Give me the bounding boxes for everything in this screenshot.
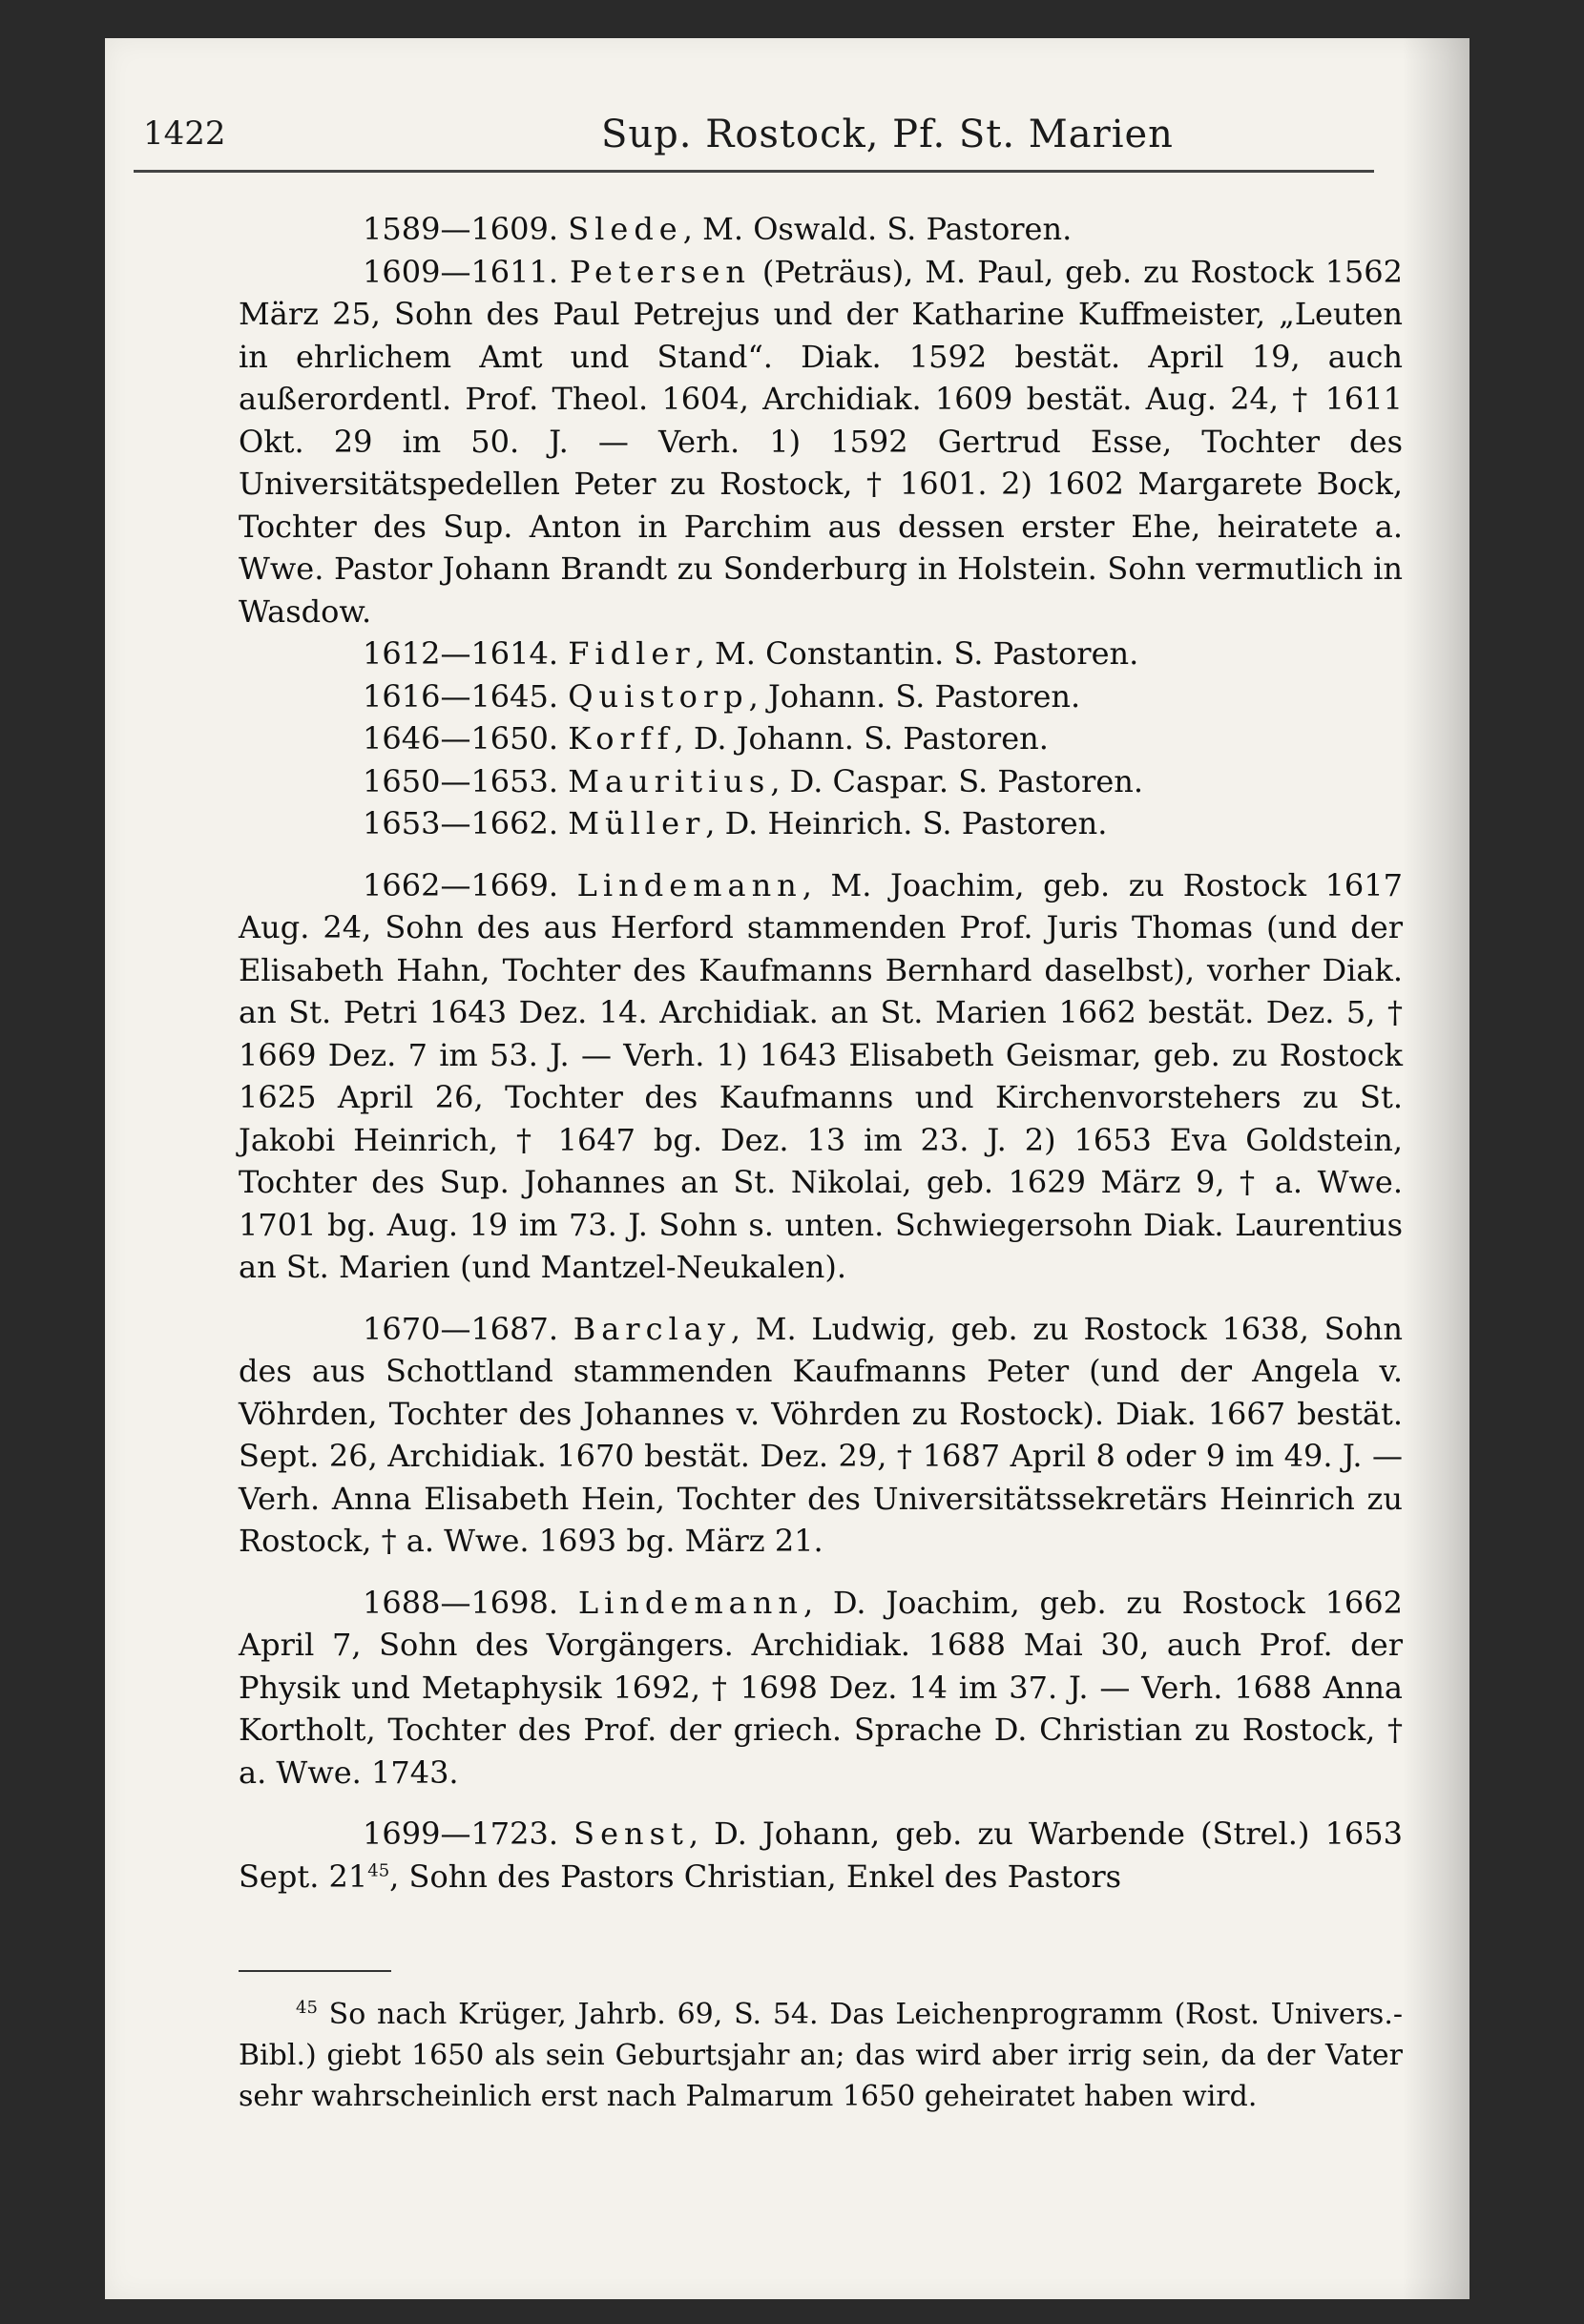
footnote-reference: 45 [367,1859,390,1880]
footnote-text: So nach Krüger, Jahrb. 69, S. 54. Das Leichenprogramm (Rost. Univers.-Bibl.) giebt 1650 als sein Geburtsjahr an; das wird aber irrig sein, da der Vater sehr wahrscheinlich erst nach Palmarum 1650 geheiratet haben wird. [239,1998,1403,2113]
running-title: Sup. Rostock, Pf. St. Marien [601,113,1174,156]
entry-petersen: 1609—1611. Petersen (Peträus), M. Paul, geb. zu Rostock 1562 März 25, Sohn des Paul Petrejus und der Katharine Kuffmeister, „Leuten in ehrlichem Amt und Stand“. Diak. 1592 bestät. April 19, auch außerordentl. Prof. Theol. 1604, Archidiak. 1609 bestät. Aug. 24, † 1611 Okt. 29 im 50. J. — Verh. 1) 1592 Gertrud Esse, Tochter des Universitätspedellen Peter zu Rostock, † 1601. 2) 1602 Margarete Bock, Tochter des Sup. Anton in Parchim aus dessen erster Ehe, heiratete a. Wwe. Pastor Johann Brandt zu Sonderburg in Holstein. Sohn vermutlich in Wasdow. [239,253,1404,630]
entry-quistorp: 1616—1645. Quistorp, Johann. S. Pastoren. [363,677,1081,715]
entry-mueller: 1653—1662. Müller, D. Heinrich. S. Pastoren. [363,805,1108,841]
entry-lindemann-joachim-m: 1662—1669. Lindemann, M. Joachim, geb. zu Rostock 1617 Aug. 24, Sohn des aus Herford stammenden Prof. Juris Thomas (und der Elisabeth Hahn, Tochter des Kaufmanns Bernhard daselbst), vorher Diak. an St. Petri 1643 Dez. 14. Archidiak. an St. Marien 1662 bestät. Dez. 5, † 1669 Dez. 7 im 53. J. — Verh. 1) 1643 Elisabeth Geismar, geb. zu Rostock 1625 April 26, Tochter des Kaufmanns und Kirchenvorstehers zu St. Jakobi Heinrich, † 1647 bg. Dez. 13 im 23. J. 2) 1653 Eva Goldstein, Tochter des Sup. Johannes an St. Nikolai, geb. 1629 März 9, † a. Wwe. 1701 bg. Aug. 19 im 73. J. Sohn s. unten. Schwiegersohn Diak. Laurentius an St. Marien (und Mantzel-Neukalen). [239,866,1404,1285]
entry-barclay: 1670—1687. Barclay, M. Ludwig, geb. zu Rostock 1638, Sohn des aus Schottland stammenden Kaufmanns Peter (und der Angela v. Vöhrden, Tochter des Johannes v. Vöhrden zu Rostock). Diak. 1667 bestät. Sept. 26, Archidiak. 1670 bestät. Dez. 29, † 1687 April 8 oder 9 im 49. J. — Verh. Anna Elisabeth Hein, Tochter des Universitätssekretärs Heinrich zu Rostock, † a. Wwe. 1693 bg. März 21. [239,1310,1404,1559]
entry-slede: 1589—1609. Slede, M. Oswald. S. Pastoren. [363,211,1073,247]
entry-lindemann-joachim-d: 1688—1698. Lindemann, D. Joachim, geb. zu Rostock 1662 April 7, Sohn des Vorgängers. Archidiak. 1688 Mai 30, auch Prof. der Physik und Metaphysik 1692, † 1698 Dez. 14 im 37. J. — Verh. 1688 Anna Kortholt, Tochter des Prof. der griech. Sprache D. Christian zu Rostock, † a. Wwe. 1743. [239,1584,1404,1791]
entry-fidler: 1612—1614. Fidler, M. Constantin. S. Pastoren. [363,635,1139,672]
footnote-45 [239,1994,1403,2117]
footnote-rule [239,1970,391,1972]
entry-senst: 1699—1723. Senst, D. Johann, geb. zu Warbende (Strel.) 1653 Sept. $21^{45}$, Sohn des Pastors Christian, Enkel des Pastors [239,1816,1404,1895]
page-number: 1422 [143,114,226,153]
footnote-number: 45 [296,1998,318,2018]
entry-korff: 1646—1650. Korff, D. Johann. S. Pastoren. [363,720,1049,757]
page-edge-shadow [1403,38,1469,2299]
footnotes [239,1994,1403,2117]
page-header [143,57,1317,156]
entry-mauritius: 1650—1653. Mauritius, D. Caspar. S. Pastoren. [363,762,1144,799]
header-rule [134,170,1374,173]
main-text [239,208,1403,1898]
